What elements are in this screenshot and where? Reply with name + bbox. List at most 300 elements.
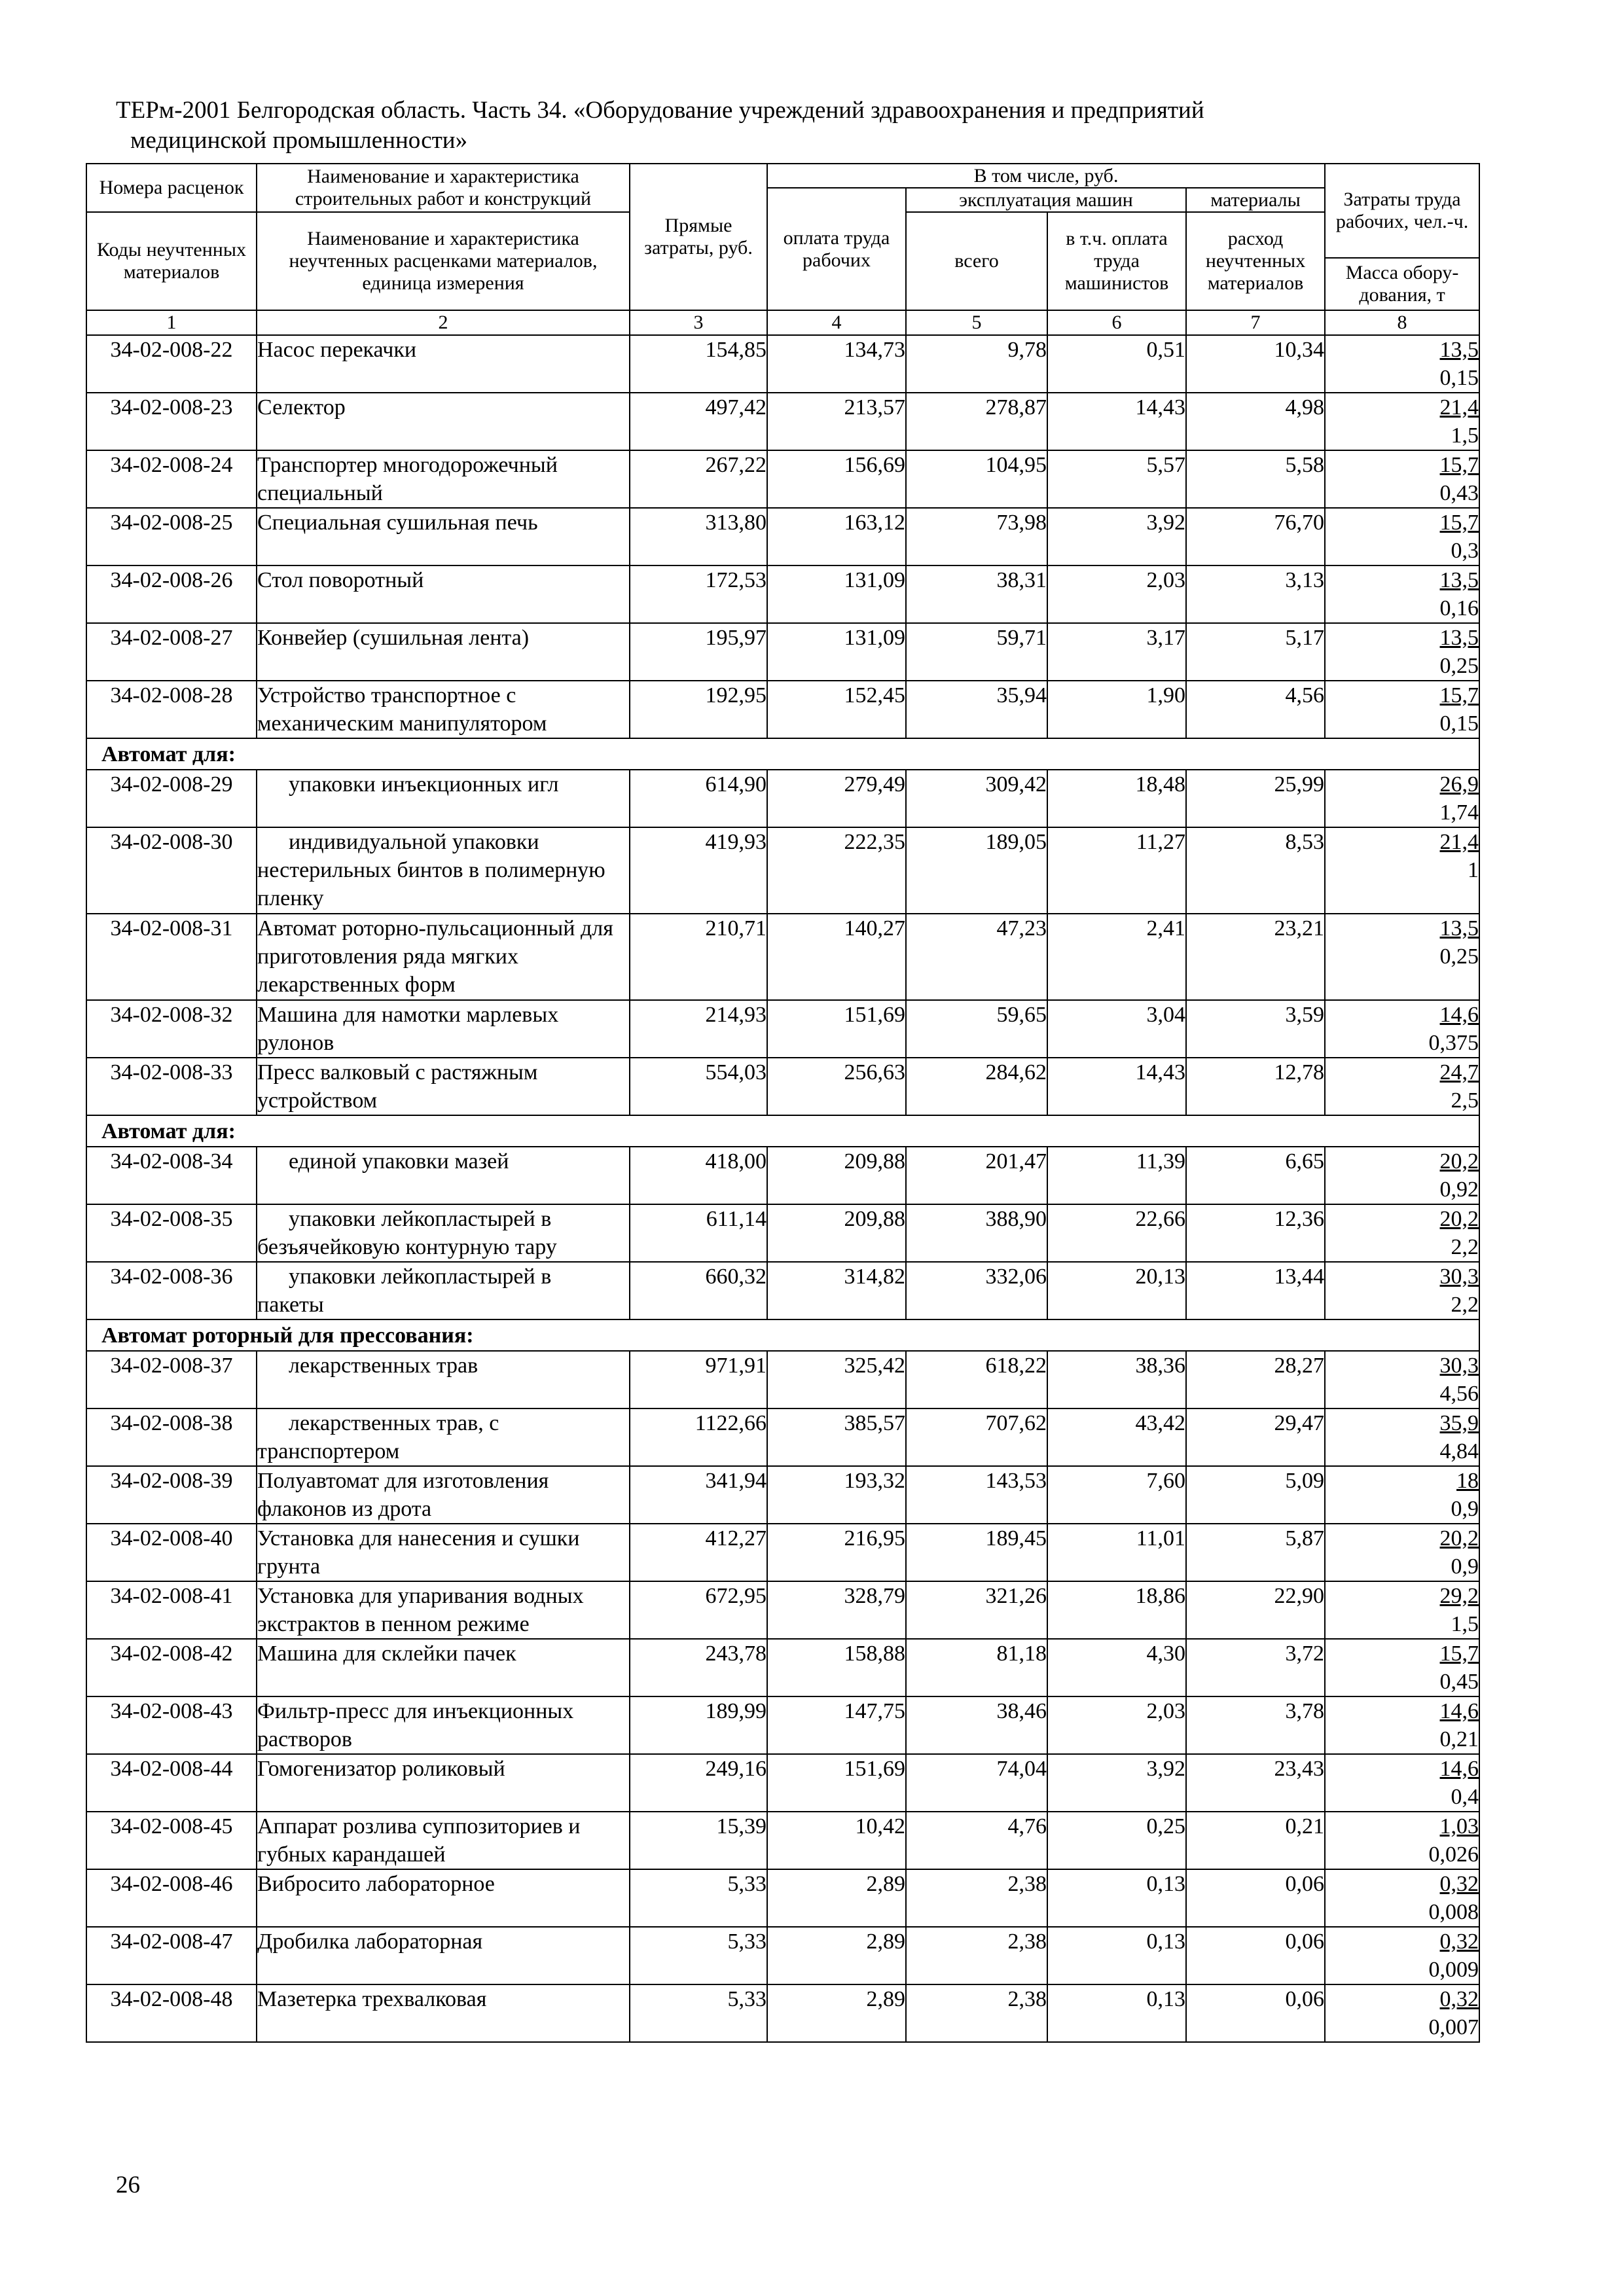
machines-total: 38,46 (906, 1696, 1047, 1754)
machinist-pay: 18,86 (1047, 1581, 1186, 1639)
header-labor-costs: Затраты труда рабочих, чел.-ч. (1325, 164, 1479, 258)
header-machines-total: всего (906, 212, 1047, 310)
item-name-text: Пресс валковый с растяжным устройством (257, 1060, 538, 1113)
equipment-mass: 0,4 (1451, 1785, 1479, 1809)
machines-total: 59,65 (906, 1000, 1047, 1058)
column-number: 2 (257, 310, 630, 335)
item-name-text: Мазетерка трехвалковая (257, 1987, 487, 2011)
rate-code: 34-02-008-40 (86, 1524, 257, 1581)
labor-pay: 222,35 (767, 827, 906, 914)
materials: 28,27 (1186, 1351, 1325, 1408)
equipment-mass: 0,15 (1439, 711, 1479, 736)
labor-and-mass (1325, 393, 1479, 450)
equipment-mass: 0,375 (1428, 1031, 1479, 1055)
labor-and-mass (1325, 623, 1479, 681)
machines-total: 2,38 (906, 1984, 1047, 2042)
equipment-mass: 1,74 (1439, 800, 1479, 825)
direct-costs: 15,39 (630, 1812, 767, 1869)
item-name (257, 1812, 630, 1869)
table-row (86, 1639, 1479, 1696)
item-name-continued: безъячейковую контурную тару (257, 1235, 557, 1259)
labor-pay: 193,32 (767, 1466, 906, 1524)
column-number: 4 (767, 310, 906, 335)
column-number: 1 (86, 310, 257, 335)
header-work-name: Наименование и характеристика строительных работ и конструкций (257, 164, 630, 212)
machinist-pay: 14,43 (1047, 1058, 1186, 1115)
rate-code: 34-02-008-38 (86, 1408, 257, 1466)
table-row (86, 450, 1479, 508)
labor-and-mass (1325, 508, 1479, 565)
machinist-pay: 7,60 (1047, 1466, 1186, 1524)
labor-pay: 140,27 (767, 914, 906, 1000)
header-unaccounted-materials: расход неучтенных материалов (1186, 212, 1325, 310)
machines-total: 2,38 (906, 1927, 1047, 1984)
rate-code: 34-02-008-35 (86, 1204, 257, 1262)
machinist-pay: 1,90 (1047, 681, 1186, 738)
section-row (86, 1115, 1479, 1147)
materials: 0,06 (1186, 1984, 1325, 2042)
table-row (86, 1812, 1479, 1869)
labor-hours: 21,4 (1439, 830, 1479, 854)
item-name (257, 450, 630, 508)
materials: 5,17 (1186, 623, 1325, 681)
labor-pay: 131,09 (767, 623, 906, 681)
materials: 4,98 (1186, 393, 1325, 450)
equipment-mass: 0,026 (1428, 1842, 1479, 1867)
table-row (86, 1696, 1479, 1754)
table-row (86, 681, 1479, 738)
table-row (86, 827, 1479, 914)
rate-code: 34-02-008-22 (86, 335, 257, 393)
materials: 0,21 (1186, 1812, 1325, 1869)
labor-pay: 134,73 (767, 335, 906, 393)
machinist-pay: 18,48 (1047, 770, 1186, 827)
item-name-text: Аппарат розлива суппозиториев и губных карандашей (257, 1814, 581, 1867)
equipment-mass: 0,16 (1439, 596, 1479, 620)
table-row (86, 914, 1479, 1000)
equipment-mass: 0,3 (1451, 539, 1479, 563)
direct-costs: 5,33 (630, 1869, 767, 1927)
machines-total: 59,71 (906, 623, 1047, 681)
equipment-mass: 0,15 (1439, 366, 1479, 390)
labor-hours: 1,03 (1439, 1814, 1479, 1839)
labor-pay: 216,95 (767, 1524, 906, 1581)
table-row (86, 1262, 1479, 1319)
labor-and-mass (1325, 1639, 1479, 1696)
materials: 4,56 (1186, 681, 1325, 738)
rate-code: 34-02-008-36 (86, 1262, 257, 1319)
machinist-pay: 2,03 (1047, 1696, 1186, 1754)
labor-pay: 147,75 (767, 1696, 906, 1754)
header-including: В том числе, руб. (767, 164, 1325, 188)
rate-code: 34-02-008-29 (86, 770, 257, 827)
equipment-mass: 0,9 (1451, 1497, 1479, 1521)
materials: 0,06 (1186, 1869, 1325, 1927)
table-row (86, 1581, 1479, 1639)
item-name-text: Устройство транспортное с механическим манипулятором (257, 683, 547, 736)
labor-pay: 151,69 (767, 1754, 906, 1812)
machines-total: 388,90 (906, 1204, 1047, 1262)
direct-costs: 614,90 (630, 770, 767, 827)
equipment-mass: 2,2 (1451, 1235, 1479, 1259)
machines-total: 189,05 (906, 827, 1047, 914)
labor-pay: 279,49 (767, 770, 906, 827)
direct-costs: 418,00 (630, 1147, 767, 1204)
labor-pay: 209,88 (767, 1204, 906, 1262)
machinist-pay: 43,42 (1047, 1408, 1186, 1466)
labor-pay: 328,79 (767, 1581, 906, 1639)
labor-hours: 13,5 (1439, 626, 1479, 650)
machinist-pay: 0,25 (1047, 1812, 1186, 1869)
machines-total: 81,18 (906, 1639, 1047, 1696)
item-name (257, 1262, 630, 1319)
item-name-text: Селектор (257, 395, 346, 420)
labor-and-mass (1325, 1351, 1479, 1408)
item-name (257, 1000, 630, 1058)
machinist-pay: 2,03 (1047, 565, 1186, 623)
section-row (86, 1319, 1479, 1351)
direct-costs: 672,95 (630, 1581, 767, 1639)
materials: 29,47 (1186, 1408, 1325, 1466)
direct-costs: 5,33 (630, 1984, 767, 2042)
machinist-pay: 0,51 (1047, 335, 1186, 393)
labor-and-mass (1325, 1204, 1479, 1262)
materials: 3,13 (1186, 565, 1325, 623)
rate-code: 34-02-008-41 (86, 1581, 257, 1639)
machines-total: 2,38 (906, 1869, 1047, 1927)
labor-hours: 35,9 (1439, 1411, 1479, 1435)
header-machine-operation: эксплуатация машин (906, 188, 1186, 212)
machines-total: 189,45 (906, 1524, 1047, 1581)
labor-hours: 30,3 (1439, 1354, 1479, 1378)
table-row (86, 1869, 1479, 1927)
labor-hours: 15,7 (1439, 683, 1479, 708)
item-name-text: единой упаковки мазей (289, 1149, 509, 1174)
equipment-mass: 0,45 (1439, 1670, 1479, 1694)
item-name-text: упаковки инъекционных игл (289, 772, 559, 797)
direct-costs: 554,03 (630, 1058, 767, 1115)
item-name (257, 1204, 630, 1262)
labor-hours: 15,7 (1439, 1641, 1479, 1666)
section-heading: Автомат для: (86, 1115, 1479, 1147)
table-row (86, 1466, 1479, 1524)
materials: 22,90 (1186, 1581, 1325, 1639)
labor-and-mass (1325, 1696, 1479, 1754)
item-name-text: Фильтр-пресс для инъекционных растворов (257, 1699, 574, 1751)
item-name-text: Полуавтомат для изготовления флаконов из дрота (257, 1469, 549, 1521)
section-row (86, 738, 1479, 770)
rate-code: 34-02-008-28 (86, 681, 257, 738)
machines-total: 332,06 (906, 1262, 1047, 1319)
rate-code: 34-02-008-33 (86, 1058, 257, 1115)
labor-pay: 158,88 (767, 1639, 906, 1696)
labor-and-mass (1325, 914, 1479, 1000)
labor-hours: 29,2 (1439, 1584, 1479, 1608)
labor-and-mass (1325, 770, 1479, 827)
materials: 3,72 (1186, 1639, 1325, 1696)
rate-code: 34-02-008-24 (86, 450, 257, 508)
direct-costs: 249,16 (630, 1754, 767, 1812)
header-machinist-pay: в т.ч. оплата труда машинистов (1047, 212, 1186, 310)
header-labor-pay: оплата труда рабочих (767, 188, 906, 310)
labor-pay: 325,42 (767, 1351, 906, 1408)
item-name (257, 1754, 630, 1812)
machinist-pay: 0,13 (1047, 1869, 1186, 1927)
header-unaccounted-codes: Коды неучтенных материалов (86, 212, 257, 310)
labor-hours: 14,6 (1439, 1699, 1479, 1723)
materials: 6,65 (1186, 1147, 1325, 1204)
machinist-pay: 2,41 (1047, 914, 1186, 1000)
equipment-mass: 4,84 (1439, 1439, 1479, 1463)
materials: 8,53 (1186, 827, 1325, 914)
machines-total: 309,42 (906, 770, 1047, 827)
item-name (257, 1581, 630, 1639)
labor-and-mass (1325, 1262, 1479, 1319)
direct-costs: 195,97 (630, 623, 767, 681)
labor-and-mass (1325, 1754, 1479, 1812)
rate-code: 34-02-008-26 (86, 565, 257, 623)
item-name-text: Вибросито лабораторное (257, 1872, 495, 1896)
rate-code: 34-02-008-45 (86, 1812, 257, 1869)
materials: 3,78 (1186, 1696, 1325, 1754)
machinist-pay: 14,43 (1047, 393, 1186, 450)
labor-and-mass (1325, 1869, 1479, 1927)
direct-costs: 214,93 (630, 1000, 767, 1058)
materials: 5,58 (1186, 450, 1325, 508)
machinist-pay: 22,66 (1047, 1204, 1186, 1262)
machinist-pay: 3,92 (1047, 1754, 1186, 1812)
machines-total: 74,04 (906, 1754, 1047, 1812)
equipment-mass: 0,21 (1439, 1727, 1479, 1751)
labor-and-mass (1325, 1466, 1479, 1524)
labor-hours: 18 (1456, 1469, 1479, 1493)
item-name-text: упаковки лейкопластырей в (289, 1265, 552, 1289)
labor-hours: 20,2 (1439, 1149, 1479, 1174)
equipment-mass: 2,2 (1451, 1293, 1479, 1317)
rate-code: 34-02-008-48 (86, 1984, 257, 2042)
labor-hours: 20,2 (1439, 1207, 1479, 1231)
labor-and-mass (1325, 1147, 1479, 1204)
rates-table (86, 163, 1480, 2043)
labor-hours: 14,6 (1439, 1003, 1479, 1027)
item-name-continued: транспортером (257, 1439, 400, 1463)
item-name-text: Машина для намотки марлевых рулонов (257, 1003, 559, 1055)
machinist-pay: 5,57 (1047, 450, 1186, 508)
item-name (257, 1927, 630, 1984)
table-row (86, 1204, 1479, 1262)
table-row (86, 565, 1479, 623)
item-name-text: Установка для нанесения и сушки грунта (257, 1526, 580, 1579)
table-row (86, 1524, 1479, 1581)
materials: 12,78 (1186, 1058, 1325, 1115)
item-name (257, 1984, 630, 2042)
materials: 0,06 (1186, 1927, 1325, 1984)
labor-and-mass (1325, 1058, 1479, 1115)
table-row (86, 623, 1479, 681)
labor-pay: 209,88 (767, 1147, 906, 1204)
direct-costs: 172,53 (630, 565, 767, 623)
rate-code: 34-02-008-34 (86, 1147, 257, 1204)
header-rate-numbers: Номера расценок (86, 164, 257, 212)
item-name-text: Гомогенизатор роликовый (257, 1757, 505, 1781)
item-name (257, 1869, 630, 1927)
equipment-mass: 1,5 (1451, 423, 1479, 448)
labor-hours: 15,7 (1439, 453, 1479, 477)
machines-total: 284,62 (906, 1058, 1047, 1115)
item-name-text: Специальная сушильная печь (257, 511, 538, 535)
column-number: 8 (1325, 310, 1479, 335)
labor-pay: 213,57 (767, 393, 906, 450)
labor-hours: 13,5 (1439, 338, 1479, 362)
labor-and-mass (1325, 565, 1479, 623)
direct-costs: 412,27 (630, 1524, 767, 1581)
labor-and-mass (1325, 1524, 1479, 1581)
labor-and-mass (1325, 335, 1479, 393)
materials: 5,09 (1186, 1466, 1325, 1524)
direct-costs: 154,85 (630, 335, 767, 393)
table-row (86, 770, 1479, 827)
machinist-pay: 11,27 (1047, 827, 1186, 914)
machinist-pay: 11,01 (1047, 1524, 1186, 1581)
machines-total: 4,76 (906, 1812, 1047, 1869)
labor-pay: 151,69 (767, 1000, 906, 1058)
machines-total: 143,53 (906, 1466, 1047, 1524)
equipment-mass: 0,25 (1439, 654, 1479, 678)
item-name-text: индивидуальной упаковки (289, 830, 539, 854)
rate-code: 34-02-008-23 (86, 393, 257, 450)
machinist-pay: 0,13 (1047, 1927, 1186, 1984)
item-name (257, 770, 630, 827)
machines-total: 707,62 (906, 1408, 1047, 1466)
equipment-mass: 4,56 (1439, 1382, 1479, 1406)
item-name-text: упаковки лейкопластырей в (289, 1207, 552, 1231)
labor-pay: 385,57 (767, 1408, 906, 1466)
equipment-mass: 0,43 (1439, 481, 1479, 505)
labor-and-mass (1325, 1000, 1479, 1058)
direct-costs: 5,33 (630, 1927, 767, 1984)
rate-code: 34-02-008-39 (86, 1466, 257, 1524)
direct-costs: 497,42 (630, 393, 767, 450)
document-title-continued: медицинской промышленности» (130, 127, 468, 154)
item-name (257, 393, 630, 450)
item-name-text: Дробилка лабораторная (257, 1929, 483, 1954)
machinist-pay: 11,39 (1047, 1147, 1186, 1204)
equipment-mass: 0,92 (1439, 1177, 1479, 1202)
column-numbers-row (86, 310, 1479, 335)
machinist-pay: 0,13 (1047, 1984, 1186, 2042)
table-row (86, 1147, 1479, 1204)
item-name-text: лекарственных трав, с (289, 1411, 499, 1435)
rate-code: 34-02-008-44 (86, 1754, 257, 1812)
labor-pay: 2,89 (767, 1927, 906, 1984)
labor-and-mass (1325, 1408, 1479, 1466)
column-number: 5 (906, 310, 1047, 335)
labor-hours: 15,7 (1439, 511, 1479, 535)
equipment-mass: 0,25 (1439, 944, 1479, 969)
item-name-text: Конвейер (сушильная лента) (257, 626, 530, 650)
equipment-mass: 2,5 (1451, 1088, 1479, 1113)
machines-total: 47,23 (906, 914, 1047, 1000)
machinist-pay: 3,17 (1047, 623, 1186, 681)
header-unaccounted-materials-name: Наименование и характеристика неучтенных расценками материалов, единица измерения (257, 212, 630, 310)
materials: 23,43 (1186, 1754, 1325, 1812)
machinist-pay: 3,92 (1047, 508, 1186, 565)
item-name-text: Насос перекачки (257, 338, 417, 362)
materials: 76,70 (1186, 508, 1325, 565)
direct-costs: 192,95 (630, 681, 767, 738)
item-name (257, 1351, 630, 1408)
rate-code: 34-02-008-27 (86, 623, 257, 681)
materials: 5,87 (1186, 1524, 1325, 1581)
column-number: 6 (1047, 310, 1186, 335)
labor-hours: 24,7 (1439, 1060, 1479, 1085)
labor-and-mass (1325, 1984, 1479, 2042)
item-name (257, 681, 630, 738)
labor-pay: 2,89 (767, 1984, 906, 2042)
labor-and-mass (1325, 1927, 1479, 1984)
labor-hours: 0,32 (1439, 1872, 1479, 1896)
header-materials: материалы (1186, 188, 1325, 212)
labor-pay: 156,69 (767, 450, 906, 508)
equipment-mass: 0,008 (1428, 1900, 1479, 1924)
rate-code: 34-02-008-31 (86, 914, 257, 1000)
machines-total: 104,95 (906, 450, 1047, 508)
direct-costs: 267,22 (630, 450, 767, 508)
machines-total: 73,98 (906, 508, 1047, 565)
labor-hours: 30,3 (1439, 1265, 1479, 1289)
equipment-mass: 1 (1468, 858, 1479, 882)
machines-total: 9,78 (906, 335, 1047, 393)
table-row (86, 508, 1479, 565)
materials: 25,99 (1186, 770, 1325, 827)
item-name (257, 335, 630, 393)
direct-costs: 1122,66 (630, 1408, 767, 1466)
equipment-mass: 1,5 (1451, 1612, 1479, 1636)
item-name (257, 1466, 630, 1524)
direct-costs: 189,99 (630, 1696, 767, 1754)
table-row (86, 335, 1479, 393)
labor-pay: 2,89 (767, 1869, 906, 1927)
item-name-text: Автомат роторно-пульсационный для приготовления ряда мягких лекарственных форм (257, 916, 613, 997)
labor-hours: 21,4 (1439, 395, 1479, 420)
item-name (257, 508, 630, 565)
item-name-continued: нестерильных бинтов в полимерную пленку (257, 858, 605, 910)
direct-costs: 611,14 (630, 1204, 767, 1262)
labor-hours: 26,9 (1439, 772, 1479, 797)
item-name (257, 1696, 630, 1754)
materials: 13,44 (1186, 1262, 1325, 1319)
direct-costs: 419,93 (630, 827, 767, 914)
item-name (257, 1639, 630, 1696)
section-heading: Автомат для: (86, 738, 1479, 770)
item-name (257, 565, 630, 623)
rate-code: 34-02-008-46 (86, 1869, 257, 1927)
labor-pay: 314,82 (767, 1262, 906, 1319)
labor-and-mass (1325, 827, 1479, 914)
rate-code: 34-02-008-25 (86, 508, 257, 565)
item-name (257, 1408, 630, 1466)
labor-and-mass (1325, 1581, 1479, 1639)
table-row (86, 1984, 1479, 2042)
labor-hours: 13,5 (1439, 568, 1479, 592)
header-direct-costs: Прямые затраты, руб. (630, 164, 767, 310)
machinist-pay: 3,04 (1047, 1000, 1186, 1058)
item-name-text: Машина для склейки пачек (257, 1641, 516, 1666)
materials: 10,34 (1186, 335, 1325, 393)
machines-total: 321,26 (906, 1581, 1047, 1639)
equipment-mass: 0,9 (1451, 1554, 1479, 1579)
rate-code: 34-02-008-30 (86, 827, 257, 914)
